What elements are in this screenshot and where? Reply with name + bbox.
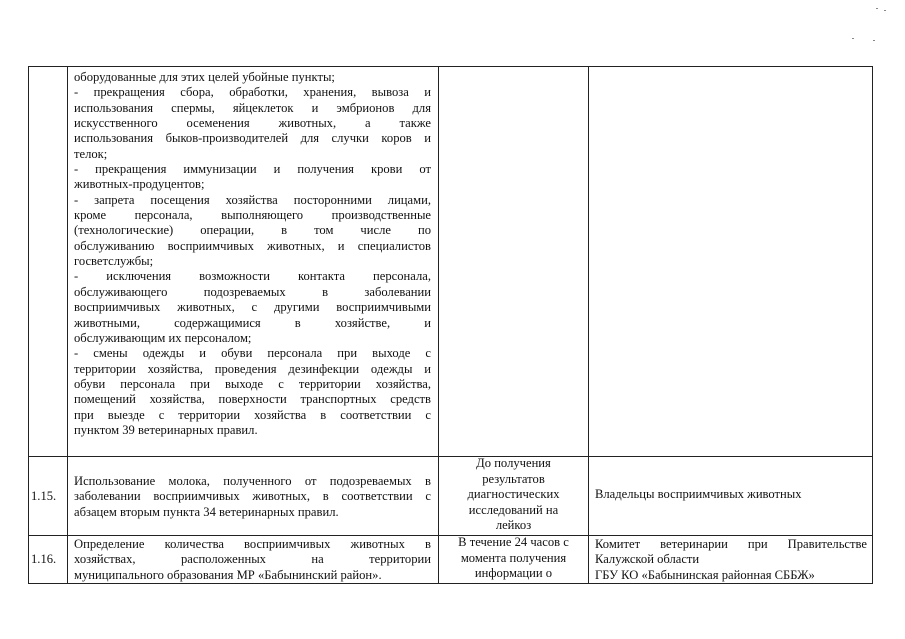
text-line: при выезде с территории хозяйства в соответствии с [74,407,431,422]
measure-text [74,537,431,583]
text-line: телок; [74,146,108,161]
regulation-table [28,66,873,584]
text-line: Калужской области [595,552,700,567]
text-line: (технологические) операции, в том числе по [74,223,431,238]
text-line: До получения [476,456,551,470]
text-line: оборудованные для этих целей убойные пункты; [74,70,335,84]
scan-mark [852,38,854,39]
scan-mark [873,40,875,41]
table-border-bottom [28,583,873,584]
table-border-left [28,66,29,584]
text-line: госветслужбы; [74,254,154,269]
text-line: ГБУ КО «Бабынинская районная СББЖ» [595,567,815,582]
text-line: - прекращения иммунизации и получения крови от [74,162,431,177]
text-line: использования быков-производителей для случки коров и [74,131,431,146]
responsible-text: Владельцы восприимчивых животных [595,487,802,501]
table-border-right [872,66,873,584]
text-line: информации о [474,566,553,580]
table-divider-1 [67,66,68,584]
scan-mark [884,10,886,11]
text-line: территории хозяйства, проведения дезинфекции одежды и [74,361,431,376]
text-line: животными, содержащимися в хозяйстве, и [74,315,431,330]
measure-text-continued [74,70,431,438]
text-line: - смены одежды и обуви персонала при выходе с [74,346,431,361]
text-line: обуви персонала при выходе с территории хозяйства, [74,376,431,391]
row-number: 1.15. [31,489,57,503]
text-line: - прекращения сбора, обработки, хранения, вывоза и [74,85,431,100]
text-line: обслуживающего подозреваемых в заболевании [74,284,431,299]
text-line: животных-продуцентов; [74,177,205,192]
table-divider-3 [588,66,589,584]
text-line: лейкоз [495,518,532,532]
text-line: кроме персонала, выполняющего производственные [74,208,431,223]
measure-text [74,474,431,520]
text-line: - исключения возможности контакта персонала, [74,269,431,284]
text-line: использования спермы, яйцеклеток и эмбрионов для [74,100,431,115]
text-line: момента получения [460,550,567,565]
text-line: обслуживанию восприимчивых животных, и специалистов [74,238,431,253]
term-text [439,456,588,534]
text-line: абзацем вторым пункта 34 ветеринарных правил. [74,504,339,519]
text-line: В течение 24 часов с [458,535,569,549]
text-line: исследований на [468,502,559,517]
text-line: заболевании восприимчивых животных, в соответствии с [74,489,431,504]
text-line: пунктом 39 ветеринарных правил. [74,422,258,437]
text-line: Комитет ветеринарии при Правительстве [595,537,867,551]
responsible-text [595,537,867,583]
table-border-top [28,66,873,67]
text-line: помещений хозяйства, поверхности транспортных средств [74,392,431,407]
text-line: - запрета посещения хозяйства посторонними лицами, [74,192,431,207]
text-line: обслуживающим их персоналом; [74,330,252,345]
text-line: муниципального образования МР «Бабынинский район». [74,567,382,582]
text-line: диагностических [467,487,560,501]
scan-mark [876,8,878,9]
text-line: Использование молока, полученного от подозреваемых в [74,474,431,488]
text-line: Определение количества восприимчивых животных в [74,537,431,551]
text-line: искусственного осеменения животных, а также [74,116,431,131]
text-line: хозяйствах, расположенных на территории [74,552,431,567]
text-line: восприимчивых животных, с другими восприимчивыми [74,300,431,315]
row-number: 1.16. [31,552,57,566]
text-line: результатов [482,471,545,486]
term-text [439,535,588,582]
